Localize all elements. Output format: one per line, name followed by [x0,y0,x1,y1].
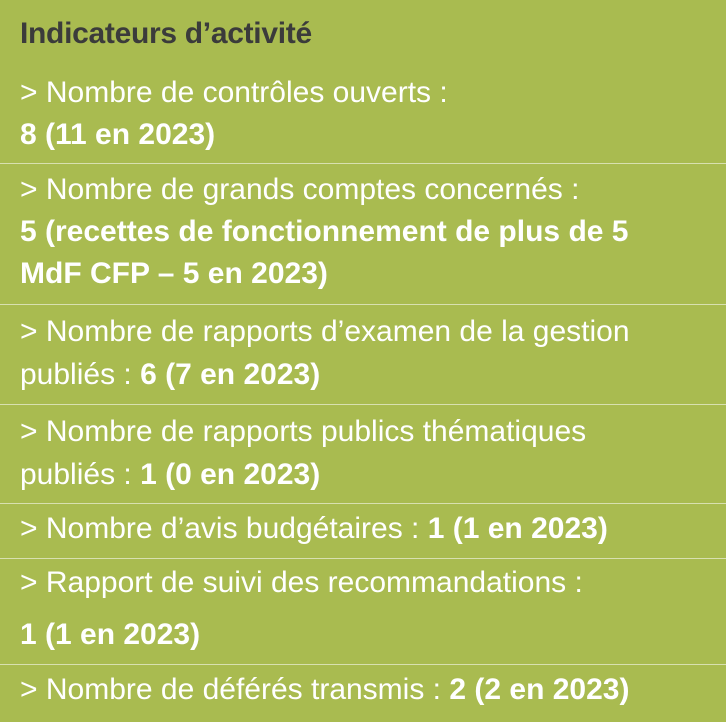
indicator-value-referrals-transmitted: 2 (2 en 2023) [449,673,630,706]
divider [0,304,726,305]
divider [0,404,726,405]
indicator-label-major-accounts: > Nombre de grands comptes concernés : [20,173,580,206]
panel-title: Indicateurs d’activité [20,17,312,50]
divider [0,558,726,559]
indicator-value-budget-opinions: 1 (1 en 2023) [427,512,608,545]
indicator-label-controls-opened: > Nombre de contrôles ouverts : [20,76,448,109]
divider [0,163,726,164]
indicator-label-referrals-transmitted-text: > Nombre de déférés transmis : [20,673,442,706]
indicator-value-recommendations-follow-up: 1 (1 en 2023) [20,618,201,651]
indicator-value-controls-opened: 8 (11 en 2023) [20,118,216,151]
indicator-value-thematic-reports: 1 (0 en 2023) [140,458,321,491]
indicator-label-management-reports-line1: > Nombre de rapports d’examen de la gestion [20,315,630,348]
indicator-label-thematic-reports-line1: > Nombre de rapports publics thématiques [20,415,587,448]
indicator-label-management-reports-suffix: publiés : [20,358,132,391]
indicator-label-management-reports-line2 [20,357,320,393]
indicator-value-major-accounts-line1: 5 (recettes de fonctionnement de plus de 5 [20,215,629,248]
indicator-label-thematic-reports-line2 [20,457,320,493]
divider [0,503,726,504]
indicator-value-management-reports: 6 (7 en 2023) [140,358,321,391]
indicator-label-thematic-reports-suffix: publiés : [20,458,132,491]
indicator-label-budget-opinions-text: > Nombre d’avis budgétaires : [20,512,420,545]
indicator-label-referrals-transmitted [20,672,629,708]
indicator-label-recommendations-follow-up: > Rapport de suivi des recommandations : [20,566,583,599]
indicator-label-budget-opinions [20,511,608,547]
divider [0,664,726,665]
indicator-value-major-accounts-line2: MdF CFP – 5 en 2023) [20,257,328,290]
